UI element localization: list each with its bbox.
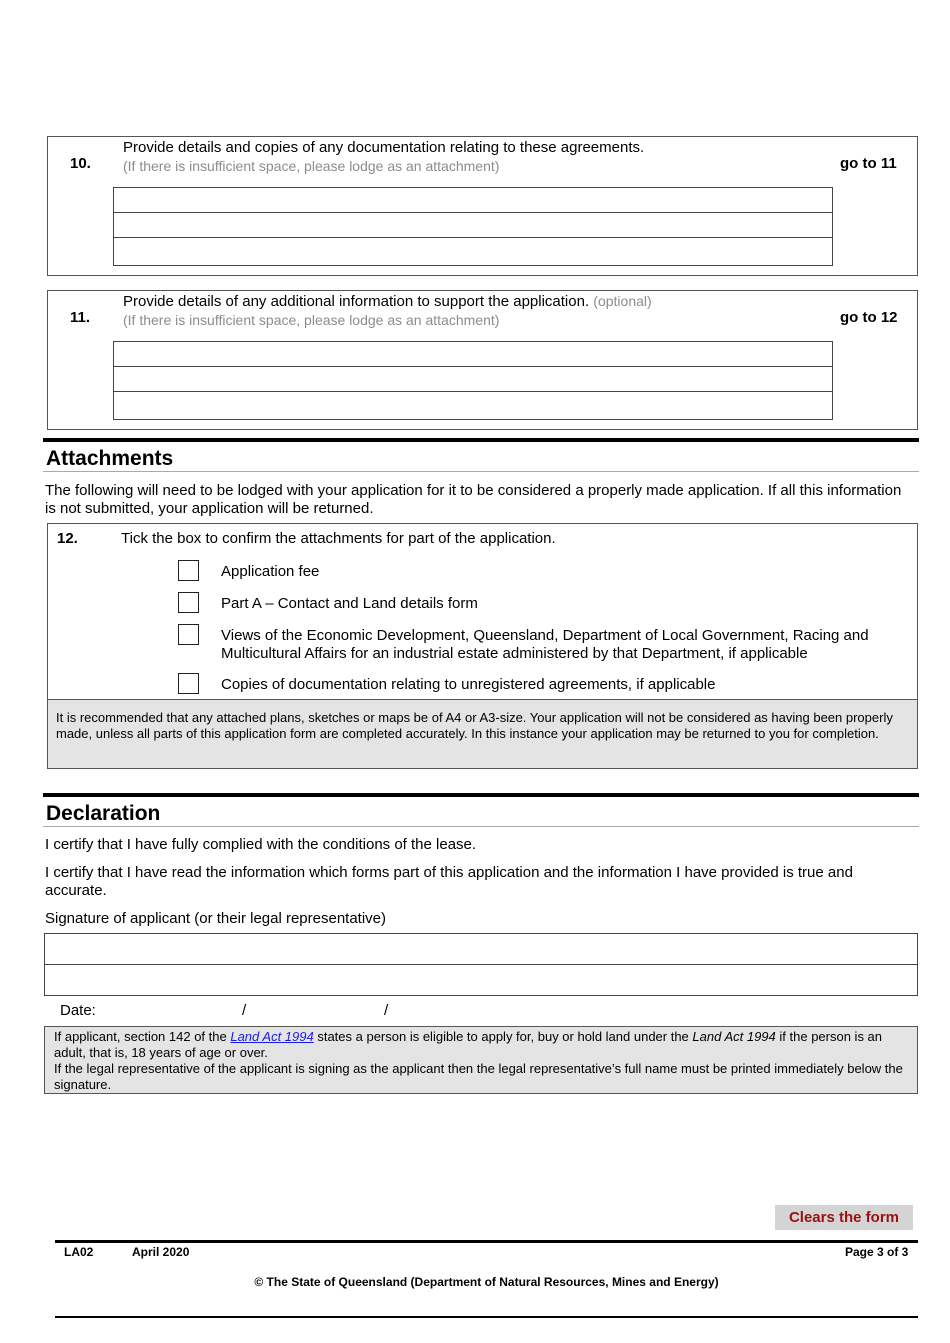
page-number: Page 3 of 3 xyxy=(845,1245,909,1259)
form-date: April 2020 xyxy=(132,1245,190,1259)
declaration-line-1: I certify that I have fully complied with the conditions of the lease. xyxy=(45,836,477,853)
attachments-note: It is recommended that any attached plans, sketches or maps be of A4 or A3-size. Your application will not be considered as having been properly made, unless all parts of this application form are completed accurately. In this instance your application may be returned to you for completion. xyxy=(48,699,917,768)
date-year-field[interactable] xyxy=(394,1000,519,1020)
details-field-line-3[interactable] xyxy=(113,237,833,266)
details-field-line-2[interactable] xyxy=(113,212,833,238)
checkbox-label: Part A – Contact and Land details form xyxy=(221,595,478,612)
form-code: LA02 xyxy=(64,1245,94,1259)
footer-bottom-rule xyxy=(55,1316,918,1318)
question-prompt-row xyxy=(123,292,823,311)
checkbox-unregistered-agreements[interactable] xyxy=(178,673,199,694)
declaration-note-line-1: If applicant, section 142 of the Land Act 1994 states a person is eligible to apply for, buy or hold land under the Land Act 1994 if the person is an adult, that is, 18 years of age or over. xyxy=(54,1029,883,1060)
question-prompt: Provide details and copies of any documentation relating to these agreements. xyxy=(123,139,645,156)
question-text xyxy=(123,139,823,175)
signature-label: Signature of applicant (or their legal representative) xyxy=(45,910,387,927)
signature-field-line-1[interactable] xyxy=(44,933,918,965)
signature-field-line-2[interactable] xyxy=(44,964,918,996)
footer-top-rule xyxy=(55,1240,918,1243)
date-month-field[interactable] xyxy=(252,1000,377,1020)
attachments-heading: Attachments xyxy=(43,438,919,472)
question-hint: (If there is insufficient space, please lodge as an attachment) xyxy=(123,312,500,328)
declaration-note xyxy=(44,1026,918,1094)
checkbox-department-views[interactable] xyxy=(178,624,199,645)
checkbox-label: Application fee xyxy=(221,563,320,580)
attachments-intro: The following will need to be lodged with your application for it to be considered a properly made application. If all this information is not submitted, your application will be returned. xyxy=(45,482,902,517)
checkbox-label: Views of the Economic Development, Queensland, Department of Local Government, Racing and Multicultural Affairs for an industrial estate administered by that Department, if applicable xyxy=(221,627,869,662)
checkbox-application-fee[interactable] xyxy=(178,560,199,581)
date-separator: / xyxy=(384,1002,389,1019)
question-prompt: Provide details of any additional information to support the application. xyxy=(123,293,590,310)
goto-label: go to 11 xyxy=(840,155,897,172)
question-10-box xyxy=(47,136,918,276)
date-separator: / xyxy=(242,1002,247,1019)
question-text: Tick the box to confirm the attachments for part of the application. xyxy=(121,530,556,547)
clear-form-button[interactable]: Clears the form xyxy=(775,1205,913,1230)
declaration-heading: Declaration xyxy=(43,793,919,827)
declaration-note-line-2: If the legal representative of the applicant is signing as the applicant then the legal representative’s full name must be printed immediately below the signature. xyxy=(54,1061,903,1092)
details-field-line-1[interactable] xyxy=(113,187,833,213)
goto-label: go to 12 xyxy=(840,309,898,326)
details-field-line-3[interactable] xyxy=(113,391,833,420)
declaration-line-2: I certify that I have read the information which forms part of this application and the information I have provided is true and accurate. xyxy=(45,864,853,899)
optional-label: (optional) xyxy=(593,293,652,309)
question-number: 10. xyxy=(70,155,91,172)
land-act-link[interactable]: Land Act 1994 xyxy=(230,1029,314,1044)
checkbox-label: Copies of documentation relating to unregistered agreements, if applicable xyxy=(221,676,716,693)
checkbox-part-a-form[interactable] xyxy=(178,592,199,613)
date-label: Date: xyxy=(60,1002,96,1019)
copyright: © The State of Queensland (Department of Natural Resources, Mines and Energy) xyxy=(254,1275,719,1289)
question-hint: (If there is insufficient space, please lodge as an attachment) xyxy=(123,158,500,174)
details-field-line-1[interactable] xyxy=(113,341,833,367)
question-number: 12. xyxy=(57,530,78,547)
question-11-box xyxy=(47,290,918,430)
details-field-line-2[interactable] xyxy=(113,366,833,392)
question-text xyxy=(123,292,823,329)
question-number: 11. xyxy=(70,309,91,326)
date-day-field[interactable] xyxy=(105,1000,235,1020)
